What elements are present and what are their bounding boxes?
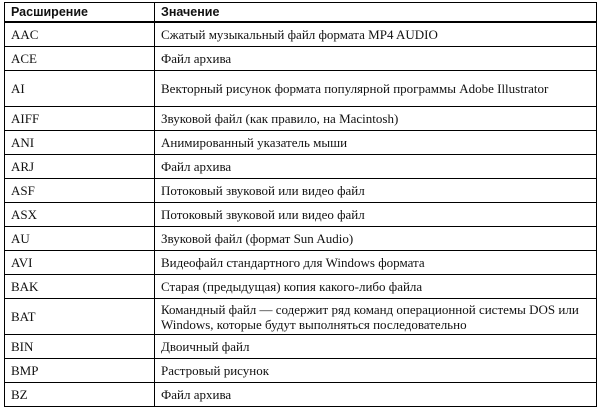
extension-cell: ANI (5, 131, 155, 155)
meaning-cell: Видеофайл стандартного для Windows формата (155, 251, 597, 275)
column-header-meaning: Значение (155, 3, 597, 23)
table-row (5, 227, 597, 251)
meaning-cell: Потоковый звуковой или видео файл (155, 203, 597, 227)
file-extensions-table (4, 2, 597, 407)
meaning-cell: Файл архива (155, 383, 597, 407)
extension-cell: ARJ (5, 155, 155, 179)
meaning-cell: Сжатый музыкальный файл формата MP4 AUDIO (155, 22, 597, 47)
table-row (5, 155, 597, 179)
extension-cell: BZ (5, 383, 155, 407)
table-row (5, 383, 597, 407)
extension-cell: BAT (5, 299, 155, 335)
table-row (5, 22, 597, 47)
table-body (5, 22, 597, 407)
meaning-cell: Потоковый звуковой или видео файл (155, 179, 597, 203)
table-row (5, 107, 597, 131)
extension-cell: ACE (5, 47, 155, 71)
table-row (5, 71, 597, 107)
extension-cell: ASF (5, 179, 155, 203)
table-row (5, 251, 597, 275)
extension-cell: AI (5, 71, 155, 107)
table-row (5, 359, 597, 383)
extension-cell: BMP (5, 359, 155, 383)
header-row (5, 3, 597, 23)
table-row (5, 131, 597, 155)
table-row (5, 335, 597, 359)
extension-cell: BAK (5, 275, 155, 299)
meaning-cell: Звуковой файл (как правило, на Macintosh) (155, 107, 597, 131)
meaning-cell: Анимированный указатель мыши (155, 131, 597, 155)
column-header-extension: Расширение (5, 3, 155, 23)
meaning-cell: Растровый рисунок (155, 359, 597, 383)
extension-cell: AIFF (5, 107, 155, 131)
table-row (5, 299, 597, 335)
table-header (5, 3, 597, 23)
extension-cell: BIN (5, 335, 155, 359)
meaning-cell: Векторный рисунок формата популярной программы Adobe Illustrator (155, 71, 597, 107)
table-row (5, 47, 597, 71)
meaning-cell: Командный файл — содержит ряд команд операционной системы DOS или Windows, которые будут выполняться последовательно (155, 299, 597, 335)
extension-cell: ASX (5, 203, 155, 227)
meaning-cell: Файл архива (155, 47, 597, 71)
extension-cell: AAC (5, 22, 155, 47)
table-row (5, 203, 597, 227)
extension-cell: AVI (5, 251, 155, 275)
extension-cell: AU (5, 227, 155, 251)
meaning-cell: Файл архива (155, 155, 597, 179)
meaning-cell: Двоичный файл (155, 335, 597, 359)
table-row (5, 275, 597, 299)
table-row (5, 179, 597, 203)
meaning-cell: Старая (предыдущая) копия какого-либо файла (155, 275, 597, 299)
meaning-cell: Звуковой файл (формат Sun Audio) (155, 227, 597, 251)
